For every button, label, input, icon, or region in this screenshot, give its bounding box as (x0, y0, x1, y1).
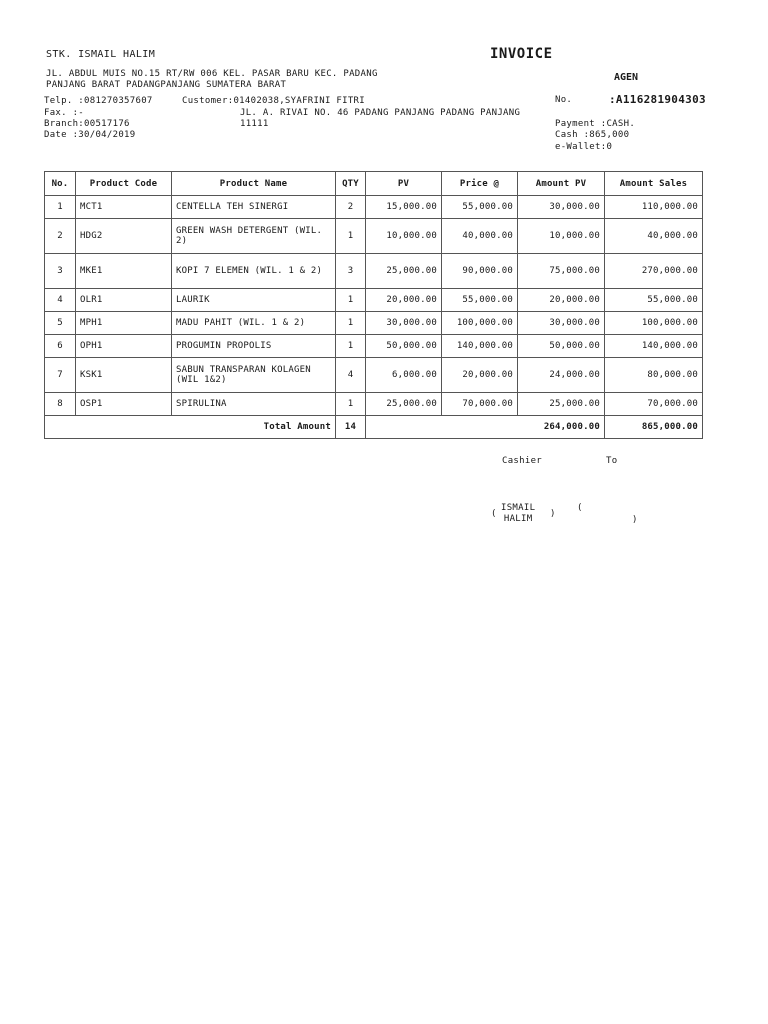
cell-amount-pv: 30,000.00 (518, 312, 605, 335)
items-table (44, 171, 703, 439)
cashier-name (501, 503, 535, 525)
telephone: Telp. :081270357607 (44, 96, 153, 106)
agen-label: AGEN (614, 72, 639, 83)
cell-product-name: LAURIK (172, 289, 336, 312)
table-row (45, 335, 703, 358)
cell-no: 3 (45, 254, 76, 289)
table-row (45, 219, 703, 254)
cell-pv: 6,000.00 (366, 358, 442, 393)
cell-product-code: MKE1 (76, 254, 172, 289)
cashier-signature-close-paren: ) (550, 509, 556, 519)
cell-qty: 1 (336, 393, 366, 416)
to-signature-close-paren: ) (632, 515, 638, 525)
cash-amount: Cash :865,000 (555, 130, 630, 140)
total-qty: 14 (336, 416, 366, 439)
cell-amount-pv: 30,000.00 (518, 196, 605, 219)
ewallet-amount: e-Wallet:0 (555, 142, 613, 152)
table-row (45, 358, 703, 393)
header-no: No. (45, 172, 76, 196)
table-row (45, 393, 703, 416)
invoice-number-label: No. (555, 95, 573, 105)
cell-product-name: KOPI 7 ELEMEN (WIL. 1 & 2) (172, 254, 336, 289)
cell-product-code: MPH1 (76, 312, 172, 335)
cell-price: 40,000.00 (442, 219, 518, 254)
header-qty: QTY (336, 172, 366, 196)
cell-amount-pv: 10,000.00 (518, 219, 605, 254)
cell-qty: 4 (336, 358, 366, 393)
cell-no: 2 (45, 219, 76, 254)
cell-product-code: OPH1 (76, 335, 172, 358)
table-row (45, 312, 703, 335)
cell-qty: 1 (336, 289, 366, 312)
cell-pv: 50,000.00 (366, 335, 442, 358)
cell-amount-pv: 24,000.00 (518, 358, 605, 393)
cell-amount-sales: 140,000.00 (605, 335, 703, 358)
cell-price: 140,000.00 (442, 335, 518, 358)
cell-amount-pv: 25,000.00 (518, 393, 605, 416)
cell-price: 100,000.00 (442, 312, 518, 335)
cell-product-name: PROGUMIN PROPOLIS (172, 335, 336, 358)
company-address-line-2: PANJANG BARAT PADANGPANJANG SUMATERA BARAT (46, 79, 287, 90)
cell-qty: 3 (336, 254, 366, 289)
header-amount-pv: Amount PV (518, 172, 605, 196)
cell-product-name: GREEN WASH DETERGENT (WIL. 2) (172, 219, 336, 254)
header-product-name: Product Name (172, 172, 336, 196)
cell-product-code: OSP1 (76, 393, 172, 416)
invoice-title: INVOICE (490, 46, 553, 62)
cell-qty: 1 (336, 335, 366, 358)
cell-product-code: HDG2 (76, 219, 172, 254)
cell-price: 90,000.00 (442, 254, 518, 289)
invoice-number: :A116281904303 (609, 93, 706, 106)
cell-qty: 2 (336, 196, 366, 219)
cell-amount-pv: 20,000.00 (518, 289, 605, 312)
cell-product-name: CENTELLA TEH SINERGI (172, 196, 336, 219)
cell-no: 5 (45, 312, 76, 335)
cell-pv: 20,000.00 (366, 289, 442, 312)
cashier-name-line-1: ISMAIL (501, 503, 536, 513)
customer-address-line-1: JL. A. RIVAI NO. 46 PADANG PANJANG PADANG PANJANG (240, 108, 521, 118)
table-row (45, 254, 703, 289)
cell-no: 7 (45, 358, 76, 393)
cashier-label: Cashier (502, 456, 543, 466)
cell-product-name: SABUN TRANSPARAN KOLAGEN (WIL 1&2) (172, 358, 336, 393)
cell-amount-pv: 75,000.00 (518, 254, 605, 289)
cell-product-name: SPIRULINA (172, 393, 336, 416)
total-label: Total Amount (45, 416, 336, 439)
to-label: To (606, 456, 618, 466)
table-header-row (45, 172, 703, 196)
cashier-name-line-2: HALIM (503, 514, 533, 524)
header-price: Price @ (442, 172, 518, 196)
cell-pv: 10,000.00 (366, 219, 442, 254)
cell-pv: 30,000.00 (366, 312, 442, 335)
cell-no: 4 (45, 289, 76, 312)
fax: Fax. :- (44, 108, 85, 118)
header-amount-sales: Amount Sales (605, 172, 703, 196)
cell-pv: 25,000.00 (366, 254, 442, 289)
cell-amount-sales: 110,000.00 (605, 196, 703, 219)
invoice-date: Date :30/04/2019 (44, 130, 136, 140)
cell-amount-sales: 100,000.00 (605, 312, 703, 335)
cell-amount-sales: 40,000.00 (605, 219, 703, 254)
cell-product-code: MCT1 (76, 196, 172, 219)
cell-pv: 15,000.00 (366, 196, 442, 219)
branch: Branch:00517176 (44, 119, 130, 129)
customer: Customer:01402038,SYAFRINI FITRI (182, 96, 365, 106)
cell-no: 8 (45, 393, 76, 416)
company-name: STK. ISMAIL HALIM (46, 49, 156, 60)
cell-amount-sales: 270,000.00 (605, 254, 703, 289)
to-signature-open-paren: ( (577, 503, 583, 513)
cell-price: 70,000.00 (442, 393, 518, 416)
cell-price: 55,000.00 (442, 289, 518, 312)
cashier-signature-open-paren: ( (491, 509, 497, 519)
customer-address (240, 108, 520, 129)
cell-amount-sales: 80,000.00 (605, 358, 703, 393)
cell-price: 20,000.00 (442, 358, 518, 393)
company-address (46, 69, 378, 90)
cell-price: 55,000.00 (442, 196, 518, 219)
cell-product-code: KSK1 (76, 358, 172, 393)
cell-amount-sales: 55,000.00 (605, 289, 703, 312)
cell-qty: 1 (336, 312, 366, 335)
payment-method: Payment :CASH. (555, 119, 636, 129)
cell-product-code: OLR1 (76, 289, 172, 312)
cell-amount-sales: 70,000.00 (605, 393, 703, 416)
company-address-line-1: JL. ABDUL MUIS NO.15 RT/RW 006 KEL. PASAR BARU KEC. PADANG (46, 69, 378, 79)
customer-address-line-2: 11111 (240, 118, 269, 129)
total-row (45, 416, 703, 439)
table-row (45, 289, 703, 312)
header-pv: PV (366, 172, 442, 196)
total-amount-sales: 865,000.00 (605, 416, 703, 439)
cell-no: 1 (45, 196, 76, 219)
table-row (45, 196, 703, 219)
cell-product-name: MADU PAHIT (WIL. 1 & 2) (172, 312, 336, 335)
header-product-code: Product Code (76, 172, 172, 196)
cell-pv: 25,000.00 (366, 393, 442, 416)
cell-amount-pv: 50,000.00 (518, 335, 605, 358)
cell-qty: 1 (336, 219, 366, 254)
total-amount-pv: 264,000.00 (366, 416, 605, 439)
cell-no: 6 (45, 335, 76, 358)
